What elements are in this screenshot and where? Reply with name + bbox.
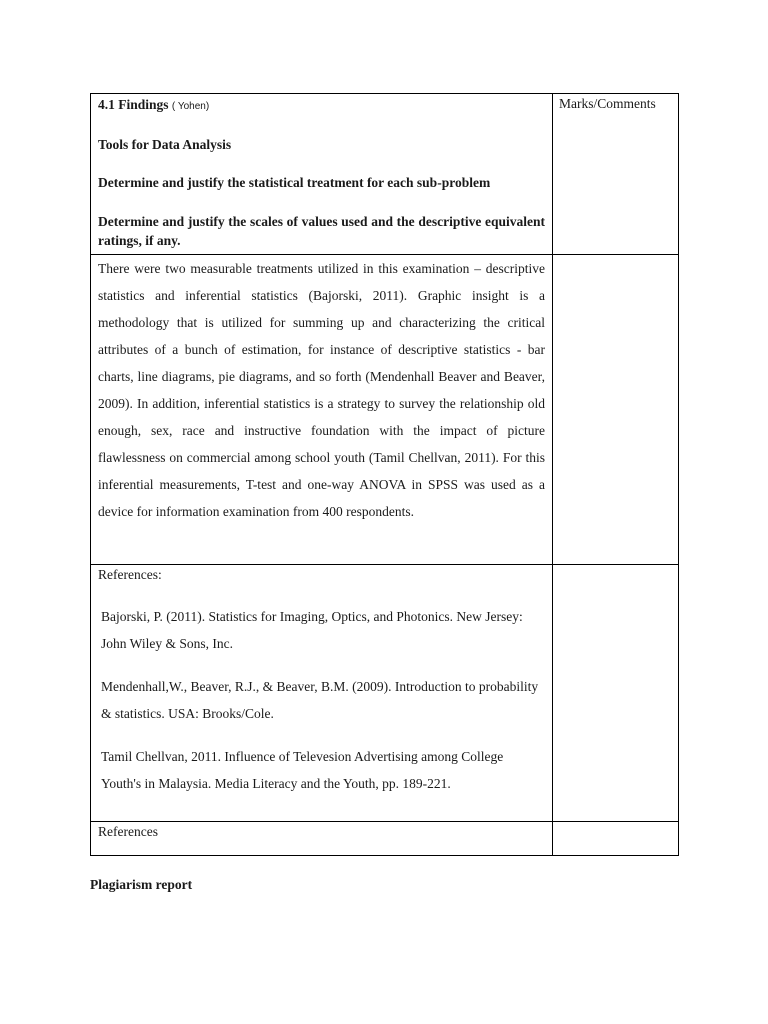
- marks-comments-label: Marks/Comments: [559, 96, 656, 111]
- findings-title: 4.1 Findings: [98, 97, 169, 112]
- references-comments-cell: [553, 565, 679, 822]
- body-comments-cell: [553, 255, 679, 565]
- header-cell: [91, 94, 553, 255]
- references-title: References:: [98, 567, 162, 582]
- treatment-heading: Determine and justify the statistical treatment for each sub-problem: [98, 175, 491, 190]
- scales-heading: Determine and justify the scales of values used and the descriptive equivalent ratings, if any.: [98, 214, 545, 248]
- body-row: [91, 255, 679, 565]
- findings-heading: [98, 96, 545, 116]
- header-row: [91, 94, 679, 255]
- reference-entry-bajorski: Bajorski, P. (2011). Statistics for Imaging, Optics, and Photonics. New Jersey: John Wiley & Sons, Inc.: [101, 609, 523, 651]
- analysis-paragraph: There were two measurable treatments utilized in this examination – descriptive statistics and inferential statistics (Bajorski, 2011). Graphic insight is a methodology that is utilized for summing up and characterizing the critical attributes of a bunch of estimation, for instance of descriptive statistics - bar charts, line diagrams, pie diagrams, and so forth (Mendenhall Beaver and Beaver, 2009). In addition, inferential statistics is a strategy to survey the relationship old enough, sex, race and instructive foundation with the impact of picture flawlessness on commercial among school youth (Tamil Chellvan, 2011). For this inferential measurements, T-test and one-way ANOVA in SPSS was used as a device for information examination from 400 respondents.: [98, 261, 545, 519]
- findings-table: [90, 93, 679, 856]
- reference-entry-mendenhall: Mendenhall,W., Beaver, R.J., & Beaver, B.M. (2009). Introduction to probability & statistics. USA: Brooks/Cole.: [101, 679, 539, 721]
- references-cell-2: [91, 822, 553, 856]
- references-row-2: [91, 822, 679, 856]
- references-comments-cell-2: [553, 822, 679, 856]
- reference-entry-chellvan: Tamil Chellvan, 2011. Influence of Televesion Advertising among College Youth's in Malaysia. Media Literacy and the Youth, pp. 189-221.: [101, 749, 504, 791]
- findings-author: ( Yohen): [171, 101, 210, 112]
- tools-heading: Tools for Data Analysis: [98, 137, 232, 152]
- plagiarism-report-heading: Plagiarism report: [90, 877, 193, 892]
- references-cell: [91, 565, 553, 822]
- marks-comments-cell: [553, 94, 679, 255]
- body-cell: [91, 255, 553, 565]
- references-row: [91, 565, 679, 822]
- references-title-2: References: [98, 824, 158, 839]
